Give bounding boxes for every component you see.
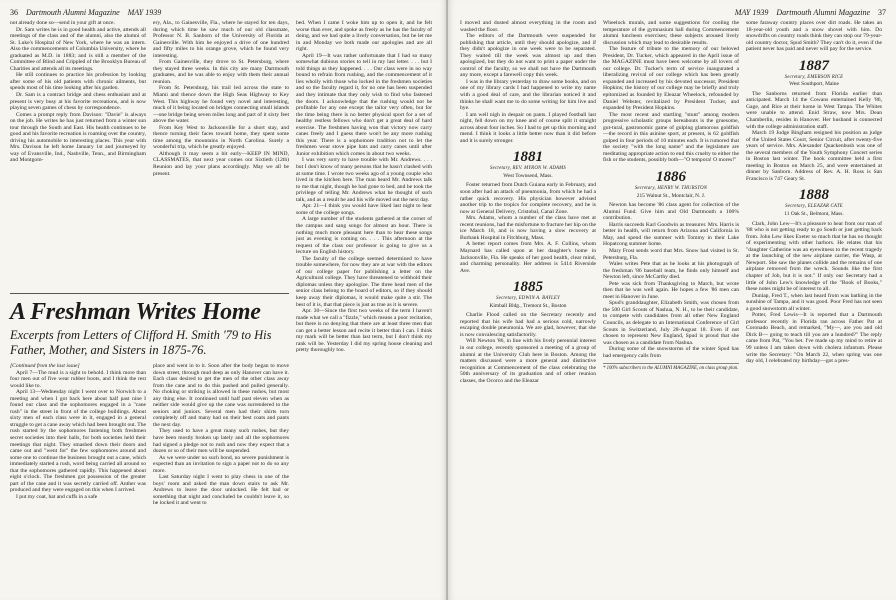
magazine-name: Dartmouth Alumni Magazine	[26, 8, 120, 17]
paragraph: I am well nigh in despair on pants. I played football last night, fell down on my knee and of course split it straight across about four inches. So I had to get up this morning and mend. I think it looks a little better now than it did before and it is surely stronger.	[460, 111, 596, 144]
paragraph: Pete was sick from Thanksgiving to March, but wrote then that he was well again. He hopes a few '86 men can meet in Hanover in June.	[603, 280, 739, 300]
class-address: West Townsend, Mass.	[503, 172, 553, 179]
paragraph: Dunlap, Fred T., when last heard from was bathing in the sunshine of Tampa, and it was good. Poor Fred has not seen a good snowstorm all winter.	[746, 292, 882, 312]
article-deck: Excerpts from Letters of Clifford H. Smith '79 to His Father, Mother, and Sisters in 1875-76.	[10, 328, 272, 357]
paragraph: Dr. Sam writes he is in good health and active, attends all meetings of the class and of the alumni, also the alumni of St. Luke's Hospital of New York, where he was an intern. Also the commencements of Columbia University, where he graduated as M.D. in 1883; and is still a member of the Committee of Blind and Crippled of the Brooklyn Bureau of Charities and attends all its meetings.	[10, 26, 146, 72]
class-secretary: Secretary, HENRY W. THURSTON	[634, 186, 708, 192]
paragraph: place and went in to it. Soon after the body began to move down street, through mud deep as only Hanover can have it. Each class desired to get the men of the other class away from the cane and to do this pushed and pulled generally. No choking or striking is allowed in these rushes, but most any thing else. It continued until half past eleven when as neither side would give up the cane was surrendered to the seniors and juniors. Several men had their shirts torn completely off and many had on their best coats and pants the next day.	[153, 363, 289, 428]
right-page	[448, 0, 896, 600]
paragraph: From Key West to Jacksonville for a short stay, and thence turning their faces toward home, they spent some time among the mountains in North Carolina. Surely a wonderful trip, which he greatly enjoyed.	[153, 124, 289, 151]
right-column-3	[746, 20, 882, 600]
right-columns	[460, 20, 886, 600]
article-title: A Freshman Writes Home	[10, 299, 261, 325]
class-year: 1885	[513, 279, 543, 296]
paragraph: From St. Petersburg, his trail led across the state to Miami and thence down the High Seas Highway to Key West. This highway he found very novel and interesting, much of it being located on bridges connecting small islands—one bridge being seven miles long and part of it sixty feet above the water.	[153, 85, 289, 125]
column-2-top	[153, 20, 289, 292]
paragraph: A better report comes from Mrs. A. F. Collins, whom Maynard has called upon at her daughter's home in Jacksonville, Fla. He speaks of her good health, clear mind, and charming personality. Her address is 5414 Riverside Ave.	[460, 241, 596, 274]
class-heading-1885	[460, 279, 596, 309]
class-year: 1881	[513, 149, 543, 166]
paragraph: Potter, Fred Lewis—It is reported that a Dartmouth professor recently in Florida ran across Father Pat at Coronado Beach, and remarked, "My—, are you and old Dick B— going to teach till you are a hundred?" The reply came from Pat, "You bet. I've made up my mind to retire at 99 unless I am taken down with cholera infantum. Please write the Secretary: "On March 22, when spring was one day old, I celebrated my birthday—got a pres-	[746, 312, 882, 365]
paragraph: Apr. 30—Since the first two weeks of the term I haven't made what we call a "fizzle," which means a poor recitation, but there is no denying that there are at least three men that can get a better lesson and recite it better than I can. I think my mark will be better than last term, but I don't think my rank will be. Yesterday I did my spring house cleaning and pretty thoroughly too.	[296, 308, 432, 354]
paragraph: The faculty of the college seemed determined to have trouble somewhere, for now they are at war with the editors of our college paper for publishing a letter on the Agricultural college. They have threatened to withhold their diplomas unless they apologize. The three head men of the senior class belong to the board of editors, so if they should keep away their diplomas, it would make quite a stir. The best of it is, that that piece is just as true as it is severe.	[296, 255, 432, 308]
article-column-2	[153, 363, 289, 595]
paragraph: April 13—Wednesday night I went over to Norwich to a meeting and when I got back here about half past nine I found our class and the sophomores engaged in a "cane rush" in the street in front of the college buildings. About sixty men of each class were in it, engaged in a general struggle to get a cane away which had been brought out. The rush started by the sophomores fastening both freshmen secret societies into their halls, for both societies held their meetings that night. They smashed down their doors and came out and "went for" the few sophomores around and some one to continue the business brought out a cane, which immediately started a rush, word being carried all around so that the sophomores gathered rapidly. This happened about eight o'clock. The freshmen got possession of the greater part of the cane and it was secretly carried off. Anther was produced and they were engaged on this when I arrived.	[10, 389, 146, 494]
class-heading-1887	[746, 58, 882, 88]
paragraph: They used to have a great many such rushes, but they have been mostly broken up lately and all the sophomores had signed a pledge not to rush and now they expect that a dozen or so of their men will be suspended.	[153, 428, 289, 455]
class-secretary: Secretary, ELEAZAR CATE	[785, 204, 843, 210]
paragraph: Harris succeeds Karl Goodwin as treasurer. Mrs. Harris is better in health, will return from Arizona and California in May, and spend the summer with Tommy in their Lake Hopatcong summer home.	[603, 221, 739, 248]
paragraph: bed. When I came I woke him up to open it, and he felt worse than ever, and spoke as freely as he has the faculty of doing, and we had quite a lively conversation, but he let me in and Monday we both made our apologies and are all right.	[296, 20, 432, 53]
paragraph: Dr. Sam is a contract bridge and chess enthusiast and at present is very busy at his favorite recreations, and is now playing seven games of chess by correspondence.	[10, 92, 146, 112]
paragraph: ery, Ala., to Gainesville, Fla., where he stayed for ten days, during which time he saw much of our old classmate, Professor N. B. Sanborn of the University of Florida at Gainesville. With him he enjoyed a drive of one hundred and fifty miles to his orange grove, which he found very interesting.	[153, 20, 289, 59]
running-head-left	[10, 8, 435, 20]
class-heading-1881	[460, 149, 596, 179]
paragraph: Wales writes Pete that as he looks at his photograph of the freshman '86 baseball team, he finds only himself and Newton left, since McCarthy died.	[603, 261, 739, 281]
paragraph: I was in the library yesterday to draw some books, and on one of my library cards I had happened to write my name with a good deal of care, and the librarian noticed it and thinks he shall want me to do some writing for him live and bye.	[460, 78, 596, 112]
paragraph: April 7—The mud is a sight to behold. I think more than four men out of five wear rubber boots, and I think the rest would like to.	[10, 369, 146, 389]
paragraph: Last Saturday night I went to play chess in one of the boys' room and asked the man down stairs to ask Mr. Andrews to leave the door unlocked. He felt bad or something that night and concluded he couldn't leave it, so he locked it and went to	[153, 474, 289, 507]
paragraph: Clark, John Lew—It's a pleasure to hear from our man of '88 who is not getting ready to go South or just getting back from. John Lew likes Exeter so much that he has no thought of experimenting with other harbors. He relates that his "daughter Catherine was an eyewitness to the recent tragedy at the launching of the new airplane carrier, the Wasp, at Newport. She saw the planes collide and the remains of one airplane removed from the wreck. Sounds like the first chapter of Job, but it is not." If only our Secretary had a little of John Lew's knowledge of the "Book of Books," these notes might be of interest to all.	[746, 220, 882, 293]
paragraph: some faraway country places over dirt roads. He takes an 18-year-old youth and a snow shovel with him. Do snowdrifts on country roads think they can stop our 79-year-old country doctor, Spud Smith? They can't do it, even if the patient never has paid and never will pay for the service.	[746, 20, 882, 53]
running-head-right	[460, 8, 886, 20]
article-columns	[10, 363, 289, 595]
paragraph: I was very sorry to have trouble with Mr. Andrews. . . . but I don't know of many persons that he hasn't clashed with at some time. I wrote two weeks ago of a young couple who lived in the kitchen here. The man heard Mr. Andrews talk to me that night, though he had gone to bed, and he took the privilege of telling Mr. Andrews what he thought of such talk, and as a result he and his wife moved out the next day.	[296, 157, 432, 203]
paragraph: Spud's granddaughter, Elizabeth Smith, was chosen from the 500 Girl Scouts of Nashua, N. H., to be their candidate, to compete with candidates from all other New England Councils, as delegate to an International Conference of Girl Scouts in Switzerland, July 28-August 18. Even if not chosen to represent New England, Spud is proud that she was chosen as a candidate from Nashua.	[603, 300, 739, 346]
paragraph: A large number of the students gathered at the corner of the campus and sang songs for almost an hour. There is nothing much more pleasant here than to hear these songs just as evening is coming on. . . . This afternoon at the request of the class our professor is going to give us a lecture on English history.	[296, 216, 432, 256]
article-column-1	[10, 363, 146, 595]
paragraph: Apr. 21—I think you would have liked last night to hear some of the college songs.	[296, 203, 432, 216]
paragraph: Mrs. Adams, whom a number of the class have met at recent reunions, had the misfortune to fracture her hip on the ice March 18, and is now having a slow recovery at Burbank Hospital in Fitchburg, Mass.	[460, 215, 596, 241]
page-number: 36	[10, 8, 18, 17]
paragraph: As we were under no such bond, no severe punishment is expected than an invitation to sign a paper not to do so any more.	[153, 454, 289, 474]
paragraph: I moved and dusted almost everything in the room and washed the floor.	[460, 20, 596, 33]
paragraph: April 19—It was rather unfortunate that I had so many somewhat dubious stories to tell in my last letter. . . . but I told things as they happened. . . . Our class were in no way bound to refrain from rushing, and the commencement of it lies wholly with those who locked in the freshmen societies and so the faculty regard it, for no one has been suspended and they intimate that they only wish to find who fastened the doors. I acknowledge that the rushing would not be profitable for any one except the tailor very often, but for the time being there is no better physical sport for a set of healthy restless fellows who don't get a great deal of hard exercise. The freshmen having won that victory now carry canes freely and I guess there won't be any more rushing this year. There is a sophomore tradition not to let the freshmen wear stove pipe hats and carry canes until after Junior exhibition which comes in about two weeks.	[296, 52, 432, 157]
paragraph: I put my coat, hat and cuffs in a safe	[16, 493, 98, 500]
footnote: * 100% subscribers to the ALUMNI MAGAZINE, on class group plan.	[603, 363, 739, 373]
class-year: 1888	[799, 187, 829, 204]
continued-note: [Continued from the last issue]	[10, 363, 80, 369]
paragraph: The most recent and startling "stunt" among modern progressive scholastic groups hereabouts is the gruesome, gut-tural, gastronomic game of gulping glamorous goldfish—the record in this asinine sport, at present, is 62 goldfish gulped in four periods of 10 minutes each. It is rumored that the society "with the long name" and the legislature are meditating appropriate action to end this cruelty to either the fish or the students, possibly both—"O tempora! O mores!"	[603, 111, 739, 164]
paragraph: The editors of the Dartmouth were suspended for publishing that article, until they should apologize, and if they didn't apologize in one week were to be separated. They waited till the week was almost up and then apologized, but they do not want to print a paper under the control of the faculty, so we shall not have the Dartmouth any more, except a farewell copy this week.	[460, 33, 596, 79]
page-number: 37	[878, 8, 886, 17]
paragraph: Mary Frost sends word that Mrs. Snow had visited in St. Petersburg, Fla.	[603, 247, 739, 261]
paragraph: not already done so—send in your gift at once.	[10, 20, 115, 26]
column-1-top	[10, 20, 146, 292]
class-heading-1886	[603, 169, 739, 199]
paragraph: Charlie Flood called on the Secretary recently and reported that his wife had had a serious cold, narrowly escaping double pneumonia. We are glad, however, that she is now convalescing satisfactorily.	[460, 312, 596, 338]
class-year: 1886	[656, 169, 686, 186]
divider	[10, 293, 289, 294]
paragraph: The Sanborns returned from Florida earlier than anticipated. March 14 the Cowans entertained Kelly '86, Gage, and Rice at their home in West Tampa. The Whites were unable to attend. Enid Straw, now Mrs. Dean Chamberlin, resides in Hanover. Her husband is connected with the college administration staff.	[746, 90, 882, 130]
paragraph: The feature of tribute to the memory of our beloved President, Dr. Tucker, which appeared in the April issue of the MAGAZINE must have been welcome by all lovers of our college. Dr. Tucker's term of service inaugurated a liberalizing revival of our college which has been greatly expanded and increased by his devoted successor, President Hopkins; the history of our college may be briefly and truly epitomized as founded by Eleazar Wheelock, refounded by Daniel Webster, revitalized by President Tucker, and expanded by President Hopkins.	[603, 46, 739, 112]
class-secretary: Secretary, EMERSON RICE	[784, 74, 844, 80]
right-column-2	[603, 20, 739, 600]
paragraph: Will Newton '86, in line with his lively perennial interest in our college, recently sponsored a meeting of a group of alumni at the University Club here in Boston. Among the matters discussed were a more general and distinctive recognition at Commencement of the class celebrating the 50th anniversary of its graduation and of other reunion classes, the Ocorco and the Eleazar	[460, 338, 596, 384]
paragraph: During some of the snowstorms of the winter Spud has had emergency calls from	[603, 346, 739, 359]
class-heading-1888	[746, 187, 882, 217]
paragraph: Comes a prompt reply from Davison: "Davie" is always on the job. He writes he has just returned from a winter sun tour through the South and East. His health continues to be good and his favorite recreation is roaming over the country, driving his automobile to interesting places. This year with Mrs. Davison he left home January 1st and journeyed by way of Evansville, Ind., Nashville, Tenn., and Birmingham and Montgom-	[10, 111, 146, 164]
article-block	[10, 288, 289, 595]
paragraph: Newton has become '86 class agent for collection of the Alumni Fund. Give him and Old Dartmouth a 100% contribution.	[603, 202, 739, 222]
column-3	[296, 20, 432, 600]
class-address: 11 Oak St., Belmont, Mass.	[784, 211, 844, 218]
class-address: 215 Walnut St., Montclair, N. J.	[636, 192, 706, 199]
class-address: Kimball Bldg., Tremont St., Boston	[489, 302, 567, 309]
paragraph: Foster returned from Dutch Guiana early in February, and soon after had an attack of pneumonia, from which he had a rather quick recovery. His physician however advised another trip to the tropics for complete recovery, and he is now at General Delivery, Cristobal, Canal Zone.	[460, 182, 596, 215]
paragraph: Wheelock murals, and some suggestions for cooling the temperature of the gymnasium hall during Commencement alumni luncheon exercises; these subjects aroused lively discussion which may lead to desirable results.	[603, 20, 739, 46]
right-column-1	[460, 20, 596, 600]
magazine-name: Dartmouth Alumni Magazine	[776, 8, 870, 17]
paragraph: March 19 Judge Bingham resigned his position as judge of the United States Court, Senior Circuit, after twenty-five years of service. Mrs. Alexander Quackenbush was one of the several members of the Youth Symphony Concert series in Boston last winter. The book committee held a first meeting in Boston on March 25, and were entertained at dinner by Sanborn. Address of Rev. A. H. Ross is San Francisco is 747 Geary St.	[746, 130, 882, 182]
class-address: West Southport, Maine	[789, 81, 839, 88]
class-secretary: Secretary, REV. MYRON W. ADAMS	[490, 166, 566, 172]
class-year: 1887	[799, 57, 829, 74]
paragraph: From Gainesville, they drove to St. Petersburg, where they stayed three weeks. In this city are many Dartmouth graduates, and he was able to enjoy with them their annual reunion.	[153, 59, 289, 85]
class-secretary: Secretary, EDWIN A. BAYLEY	[496, 296, 560, 302]
issue-date: MAY 1939	[734, 8, 769, 17]
issue-date: MAY 1939	[127, 8, 162, 17]
paragraph: Although it may seem a bit early—KEEP IN MIND, CLASSMATES, that next year comes our Sixtieth (12th) Reunion and lay your plans accordingly. May we all be present.	[153, 150, 289, 177]
paragraph: He still continues to practice his profession by looking after some of his old patients with chronic ailments, but spends most of his time looking after his garden.	[10, 72, 146, 92]
